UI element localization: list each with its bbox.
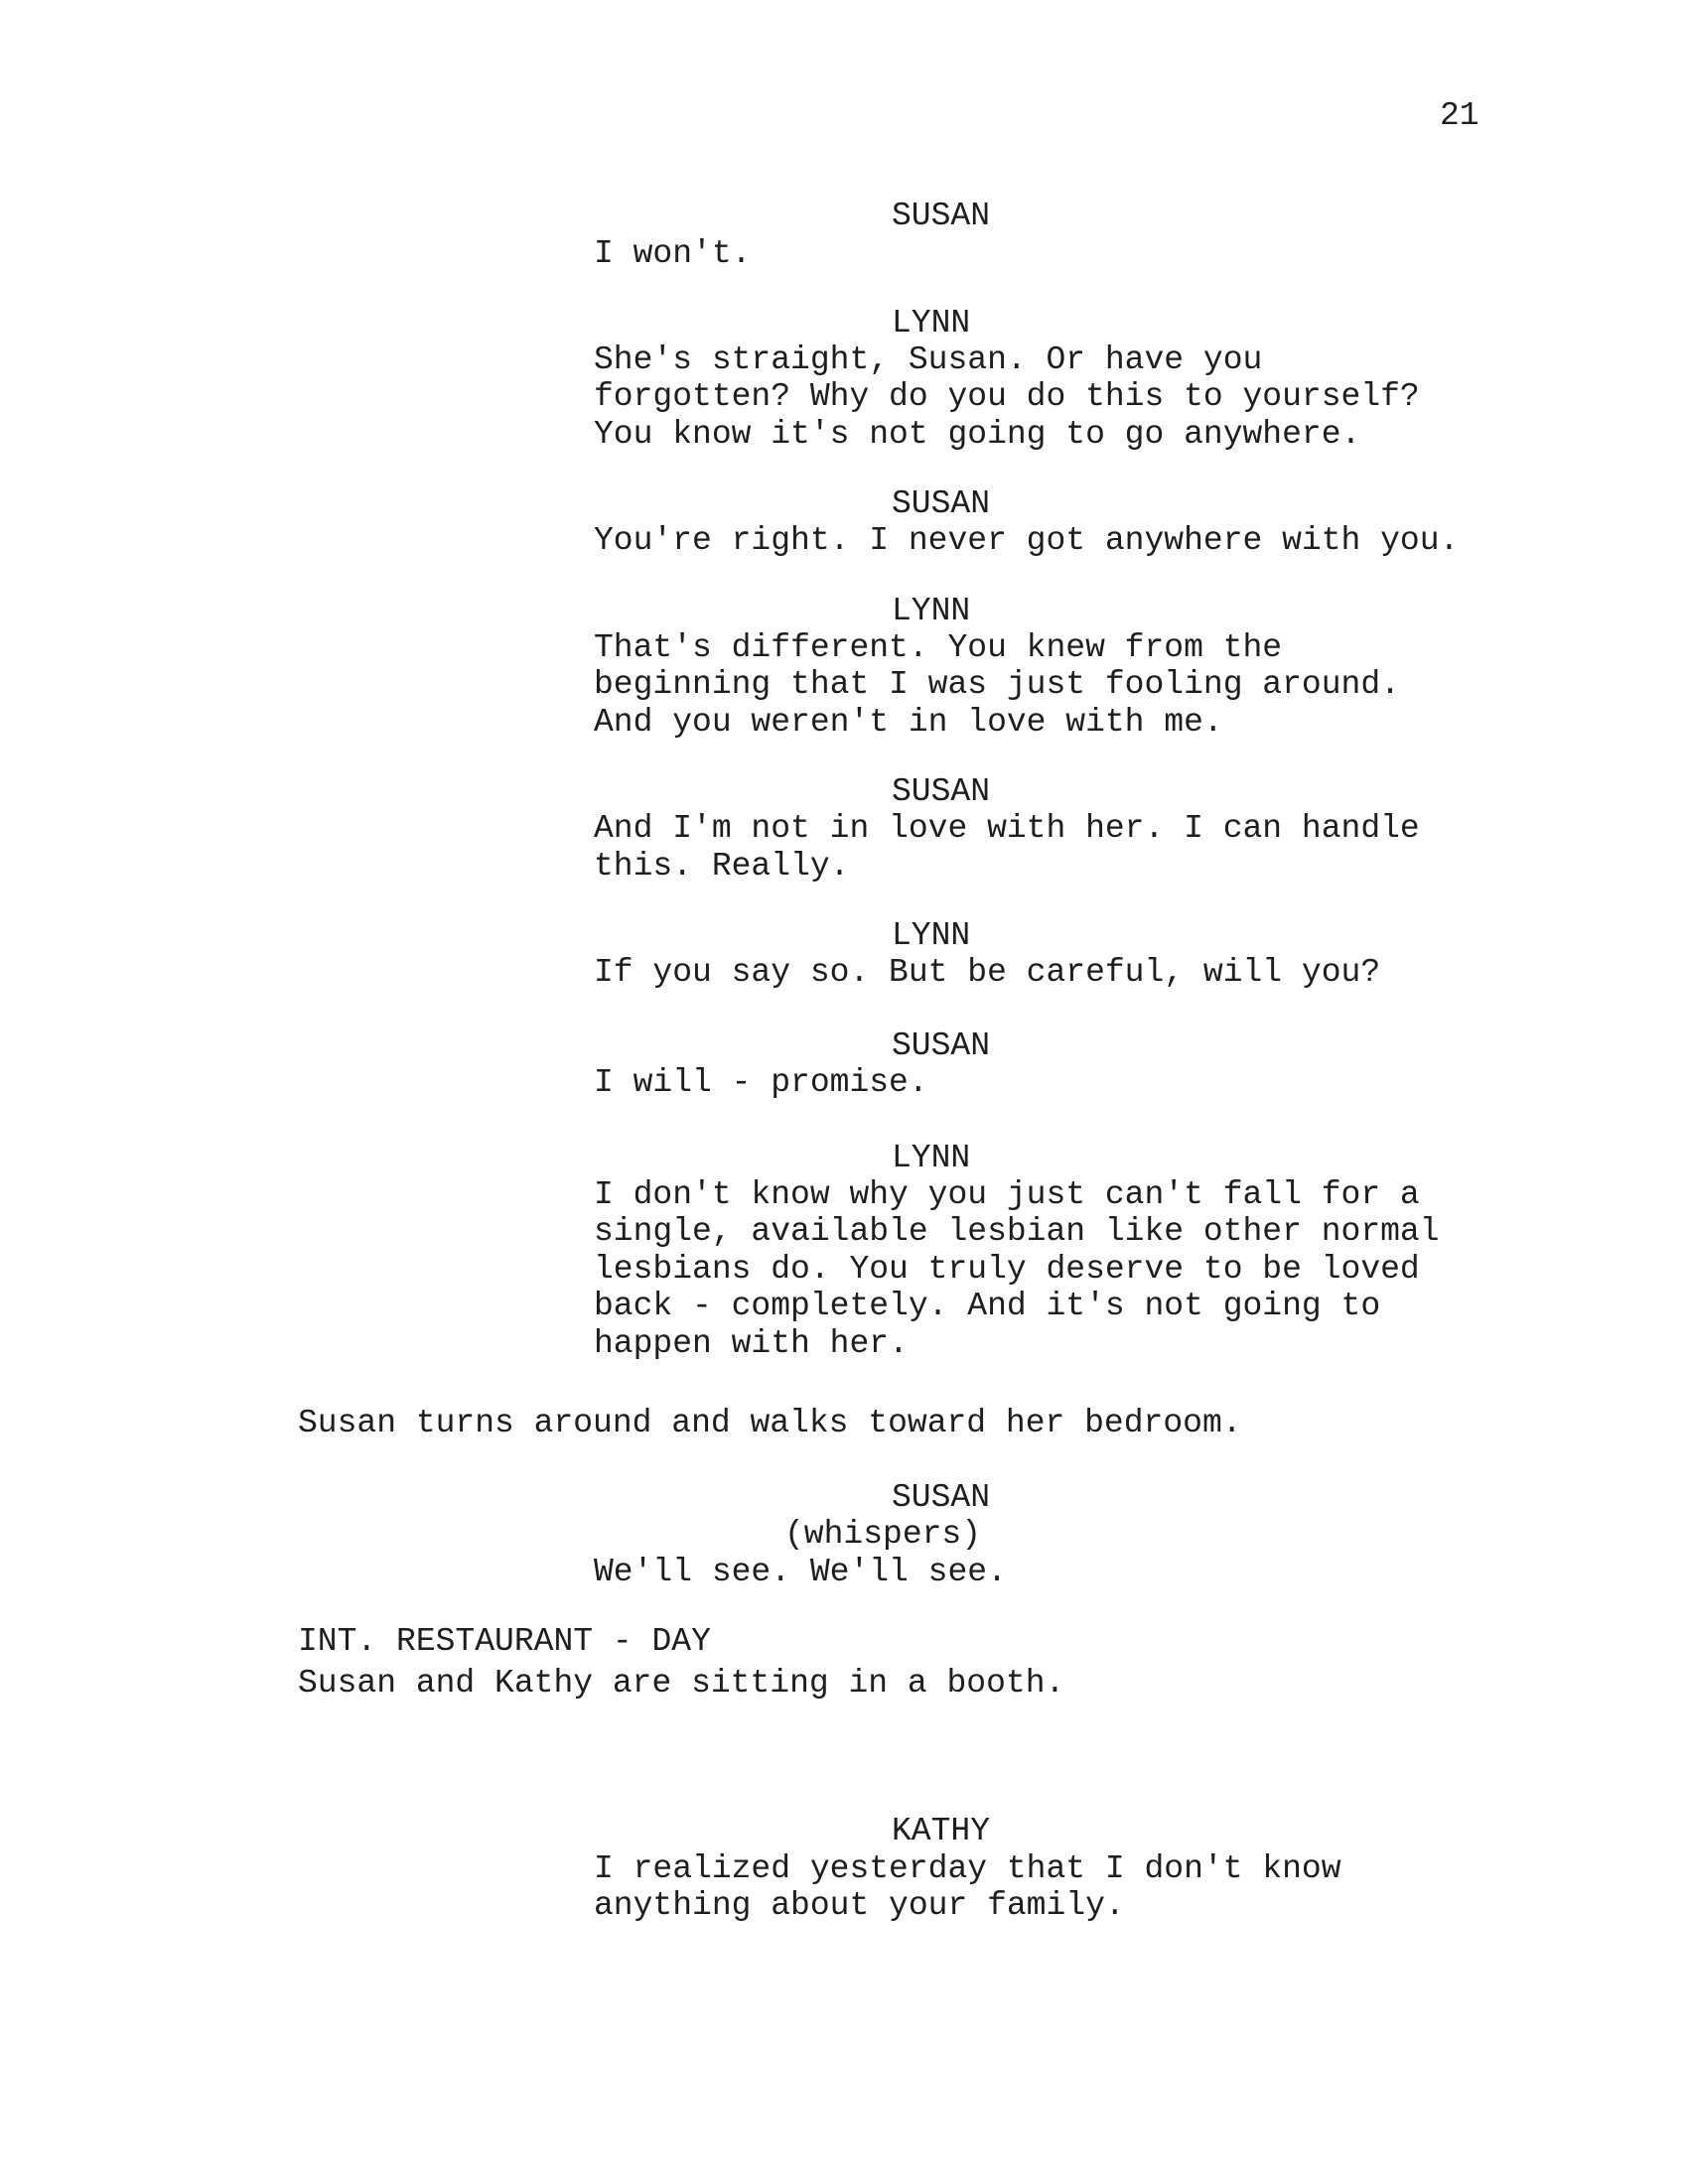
dialogue-line: We'll see. We'll see.: [594, 1554, 1007, 1590]
dialogue-line: single, available lesbian like other normal: [594, 1213, 1440, 1250]
character-cue: SUSAN: [892, 485, 991, 522]
action-line: Susan turns around and walks toward her bedroom.: [298, 1405, 1242, 1441]
page-number: 21: [1440, 97, 1479, 134]
dialogue-line: beginning that I was just fooling around.: [594, 666, 1400, 703]
character-cue: KATHY: [892, 1813, 991, 1849]
dialogue-line: forgotten? Why do you do this to yourself?: [594, 378, 1420, 415]
dialogue-line: If you say so. But be careful, will you?: [594, 954, 1381, 991]
action-line: Susan and Kathy are sitting in a booth.: [298, 1665, 1065, 1702]
dialogue-line: I don't know why you just can't fall for a: [594, 1176, 1420, 1213]
character-cue: LYNN: [892, 917, 971, 954]
character-cue: LYNN: [892, 593, 971, 629]
dialogue-line: this. Really.: [594, 848, 850, 885]
dialogue-line: You're right. I never got anywhere with you.: [594, 522, 1460, 559]
dialogue-line: lesbians do. You truly deserve to be loved: [594, 1251, 1420, 1288]
dialogue-line: I will - promise.: [594, 1064, 928, 1101]
character-cue: SUSAN: [892, 773, 991, 810]
dialogue-line: And I'm not in love with her. I can handle: [594, 810, 1420, 847]
character-cue: LYNN: [892, 305, 971, 341]
dialogue-line: anything about your family.: [594, 1887, 1125, 1924]
dialogue-line: That's different. You knew from the: [594, 629, 1283, 666]
dialogue-line: You know it's not going to go anywhere.: [594, 416, 1361, 453]
dialogue-line: And you weren't in love with me.: [594, 704, 1223, 741]
dialogue-line: back - completely. And it's not going to: [594, 1288, 1381, 1324]
parenthetical: (whispers): [784, 1516, 982, 1553]
scene-heading: INT. RESTAURANT - DAY: [298, 1623, 711, 1660]
character-cue: SUSAN: [892, 1027, 991, 1064]
character-cue: LYNN: [892, 1140, 971, 1176]
dialogue-line: She's straight, Susan. Or have you: [594, 341, 1263, 378]
character-cue: SUSAN: [892, 198, 991, 234]
character-cue: SUSAN: [892, 1479, 991, 1516]
dialogue-line: happen with her.: [594, 1325, 909, 1362]
dialogue-line: I won't.: [594, 235, 752, 272]
dialogue-line: I realized yesterday that I don't know: [594, 1850, 1341, 1887]
